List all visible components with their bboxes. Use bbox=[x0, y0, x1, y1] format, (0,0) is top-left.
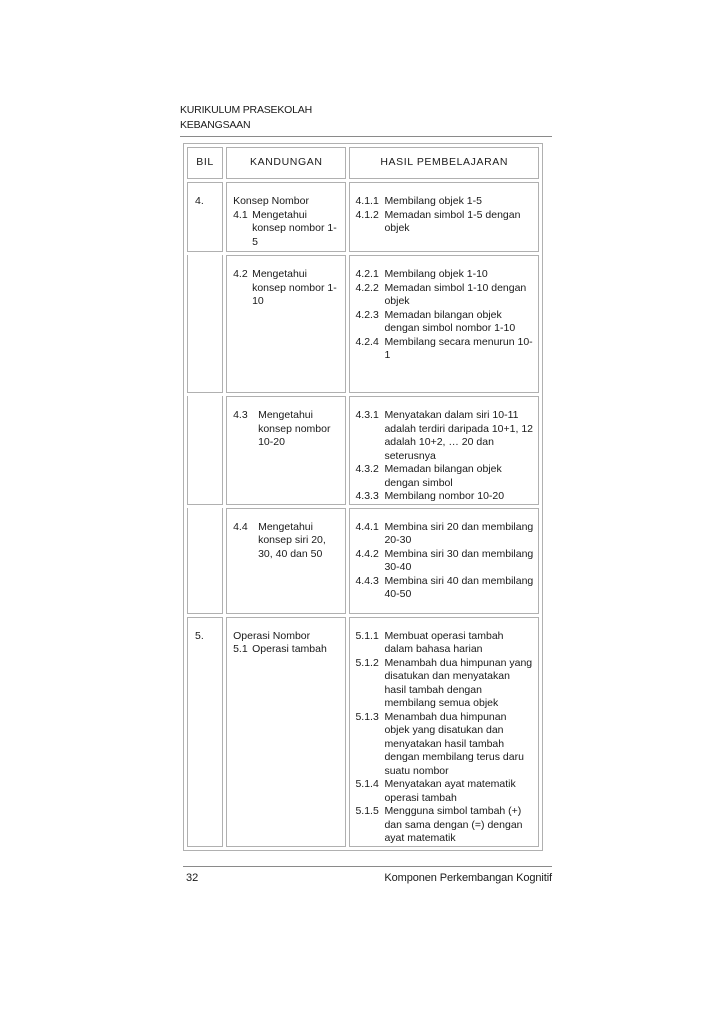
col-header-hasil: HASIL PEMBELAJARAN bbox=[349, 147, 539, 179]
header-line-2: KEBANGSAAN bbox=[180, 119, 251, 131]
kandungan-number: 4.3 bbox=[233, 409, 248, 421]
hasil-item bbox=[355, 490, 534, 504]
kandungan-item bbox=[233, 630, 341, 644]
table-row bbox=[187, 508, 539, 614]
hasil-number: 4.3.3 bbox=[355, 490, 379, 502]
hasil-number: 4.4.3 bbox=[355, 574, 379, 587]
kandungan-text: Mengetahui konsep nombor 1-10 bbox=[252, 268, 337, 307]
hasil-text: Membilang objek 1-5 bbox=[384, 195, 482, 207]
hasil-number: 4.2.1 bbox=[355, 268, 379, 280]
footer-rule bbox=[183, 866, 552, 867]
cell-bil bbox=[187, 508, 223, 614]
kandungan-item bbox=[233, 643, 341, 657]
cell-bil bbox=[187, 396, 223, 505]
hasil-text: Menambah dua himpunan yang disatukan dan menyatakan hasil tambah dengan membilang semua objek bbox=[384, 656, 533, 709]
hasil-number: 5.1.4 bbox=[355, 778, 379, 790]
hasil-number: 4.2.4 bbox=[355, 335, 379, 348]
cell-bil bbox=[187, 255, 223, 393]
kandungan-item bbox=[233, 209, 341, 250]
col-header-bil: BIL bbox=[187, 147, 223, 179]
kandungan-item bbox=[233, 195, 341, 209]
header-rule bbox=[180, 136, 552, 137]
hasil-number: 4.2.3 bbox=[355, 308, 379, 321]
hasil-text: Menambah dua himpunan objek yang disatukan dan menyatakan hasil tambah dengan membilang terus daru suatu nombor bbox=[384, 710, 524, 777]
kandungan-item bbox=[233, 268, 341, 309]
hasil-item bbox=[355, 268, 534, 282]
running-header bbox=[180, 103, 312, 133]
cell-kandungan bbox=[226, 182, 346, 252]
kandungan-number: 5.1 bbox=[233, 643, 248, 655]
hasil-number: 4.3.1 bbox=[355, 409, 379, 421]
kandungan-text: Mengetahui konsep siri 20, 30, 40 dan 50 bbox=[258, 520, 326, 560]
cell-kandungan bbox=[226, 508, 346, 614]
hasil-text: Membina siri 30 dan membilang 30-40 bbox=[384, 547, 534, 573]
hasil-item bbox=[355, 463, 534, 490]
hasil-item bbox=[355, 805, 534, 846]
hasil-text: Membuat operasi tambah dalam bahasa harian bbox=[384, 629, 504, 655]
kandungan-text: Operasi Nombor bbox=[233, 629, 311, 642]
hasil-text: Menyatakan dalam siri 10-11 adalah terdiri daripada 10+1, 12 adalah 10+2, … 20 dan seterusnya bbox=[384, 409, 534, 462]
table-header-row bbox=[187, 147, 539, 179]
hasil-item bbox=[355, 778, 534, 805]
hasil-number: 5.1.5 bbox=[355, 805, 379, 817]
kandungan-number: 4.2 bbox=[233, 268, 248, 280]
header-line-1: KURIKULUM PRASEKOLAH bbox=[180, 104, 312, 116]
kandungan-number: 4.1 bbox=[233, 208, 248, 221]
cell-hasil bbox=[349, 255, 539, 393]
hasil-text: Membina siri 20 dan membilang 20-30 bbox=[384, 520, 534, 546]
hasil-item bbox=[355, 548, 534, 575]
hasil-number: 4.4.1 bbox=[355, 520, 379, 533]
table-row bbox=[187, 396, 539, 505]
table-row bbox=[187, 617, 539, 847]
page-number: 32 bbox=[186, 872, 199, 884]
hasil-number: 4.2.2 bbox=[355, 281, 379, 294]
kandungan-text: Mengetahui konsep nombor 10-20 bbox=[258, 409, 331, 448]
cell-bil: 4. bbox=[187, 182, 223, 252]
hasil-text: Membilang nombor 10-20 bbox=[384, 490, 505, 502]
cell-kandungan bbox=[226, 396, 346, 505]
hasil-number: 4.1.1 bbox=[355, 195, 379, 207]
hasil-item bbox=[355, 575, 534, 602]
col-header-kandungan: KANDUNGAN bbox=[226, 147, 346, 179]
hasil-item bbox=[355, 336, 534, 363]
kandungan-item bbox=[233, 521, 341, 562]
hasil-number: 5.1.3 bbox=[355, 710, 379, 723]
cell-hasil bbox=[349, 182, 539, 252]
hasil-text: Mengguna simbol tambah (+) dan sama dengan (=) dengan ayat matematik bbox=[384, 805, 523, 844]
footer-title: Komponen Perkembangan Kognitif bbox=[384, 872, 552, 884]
curriculum-table bbox=[183, 143, 543, 851]
table-row bbox=[187, 255, 539, 393]
kandungan-text: Konsep Nombor bbox=[233, 195, 309, 207]
cell-hasil bbox=[349, 508, 539, 614]
cell-kandungan bbox=[226, 617, 346, 847]
hasil-item bbox=[355, 630, 534, 657]
hasil-item bbox=[355, 711, 534, 779]
cell-hasil bbox=[349, 617, 539, 847]
hasil-text: Membilang secara menurun 10-1 bbox=[384, 335, 533, 361]
hasil-item bbox=[355, 657, 534, 711]
hasil-item bbox=[355, 209, 534, 236]
hasil-number: 5.1.1 bbox=[355, 629, 379, 642]
hasil-text: Memadan simbol 1-5 dengan objek bbox=[384, 208, 521, 234]
hasil-text: Membina siri 40 dan membilang 40-50 bbox=[384, 574, 534, 600]
hasil-number: 5.1.2 bbox=[355, 656, 379, 669]
kandungan-item bbox=[233, 409, 341, 450]
hasil-item bbox=[355, 195, 534, 209]
hasil-item bbox=[355, 521, 534, 548]
cell-bil: 5. bbox=[187, 617, 223, 847]
hasil-text: Membilang objek 1-10 bbox=[384, 268, 488, 280]
hasil-text: Memadan bilangan objek dengan simbol nombor 1-10 bbox=[384, 308, 516, 334]
table-row bbox=[187, 182, 539, 252]
kandungan-text: Operasi tambah bbox=[252, 643, 327, 655]
cell-kandungan bbox=[226, 255, 346, 393]
hasil-number: 4.3.2 bbox=[355, 463, 379, 475]
cell-hasil bbox=[349, 396, 539, 505]
hasil-text: Memadan bilangan objek dengan simbol bbox=[384, 463, 502, 489]
hasil-item bbox=[355, 309, 534, 336]
hasil-item bbox=[355, 409, 534, 463]
hasil-text: Menyatakan ayat matematik operasi tambah bbox=[384, 778, 516, 804]
hasil-text: Memadan simbol 1-10 dengan objek bbox=[384, 281, 527, 307]
hasil-number: 4.1.2 bbox=[355, 208, 379, 221]
kandungan-number: 4.4 bbox=[233, 520, 248, 533]
hasil-number: 4.4.2 bbox=[355, 547, 379, 560]
hasil-item bbox=[355, 282, 534, 309]
kandungan-text: Mengetahui konsep nombor 1-5 bbox=[252, 208, 337, 248]
